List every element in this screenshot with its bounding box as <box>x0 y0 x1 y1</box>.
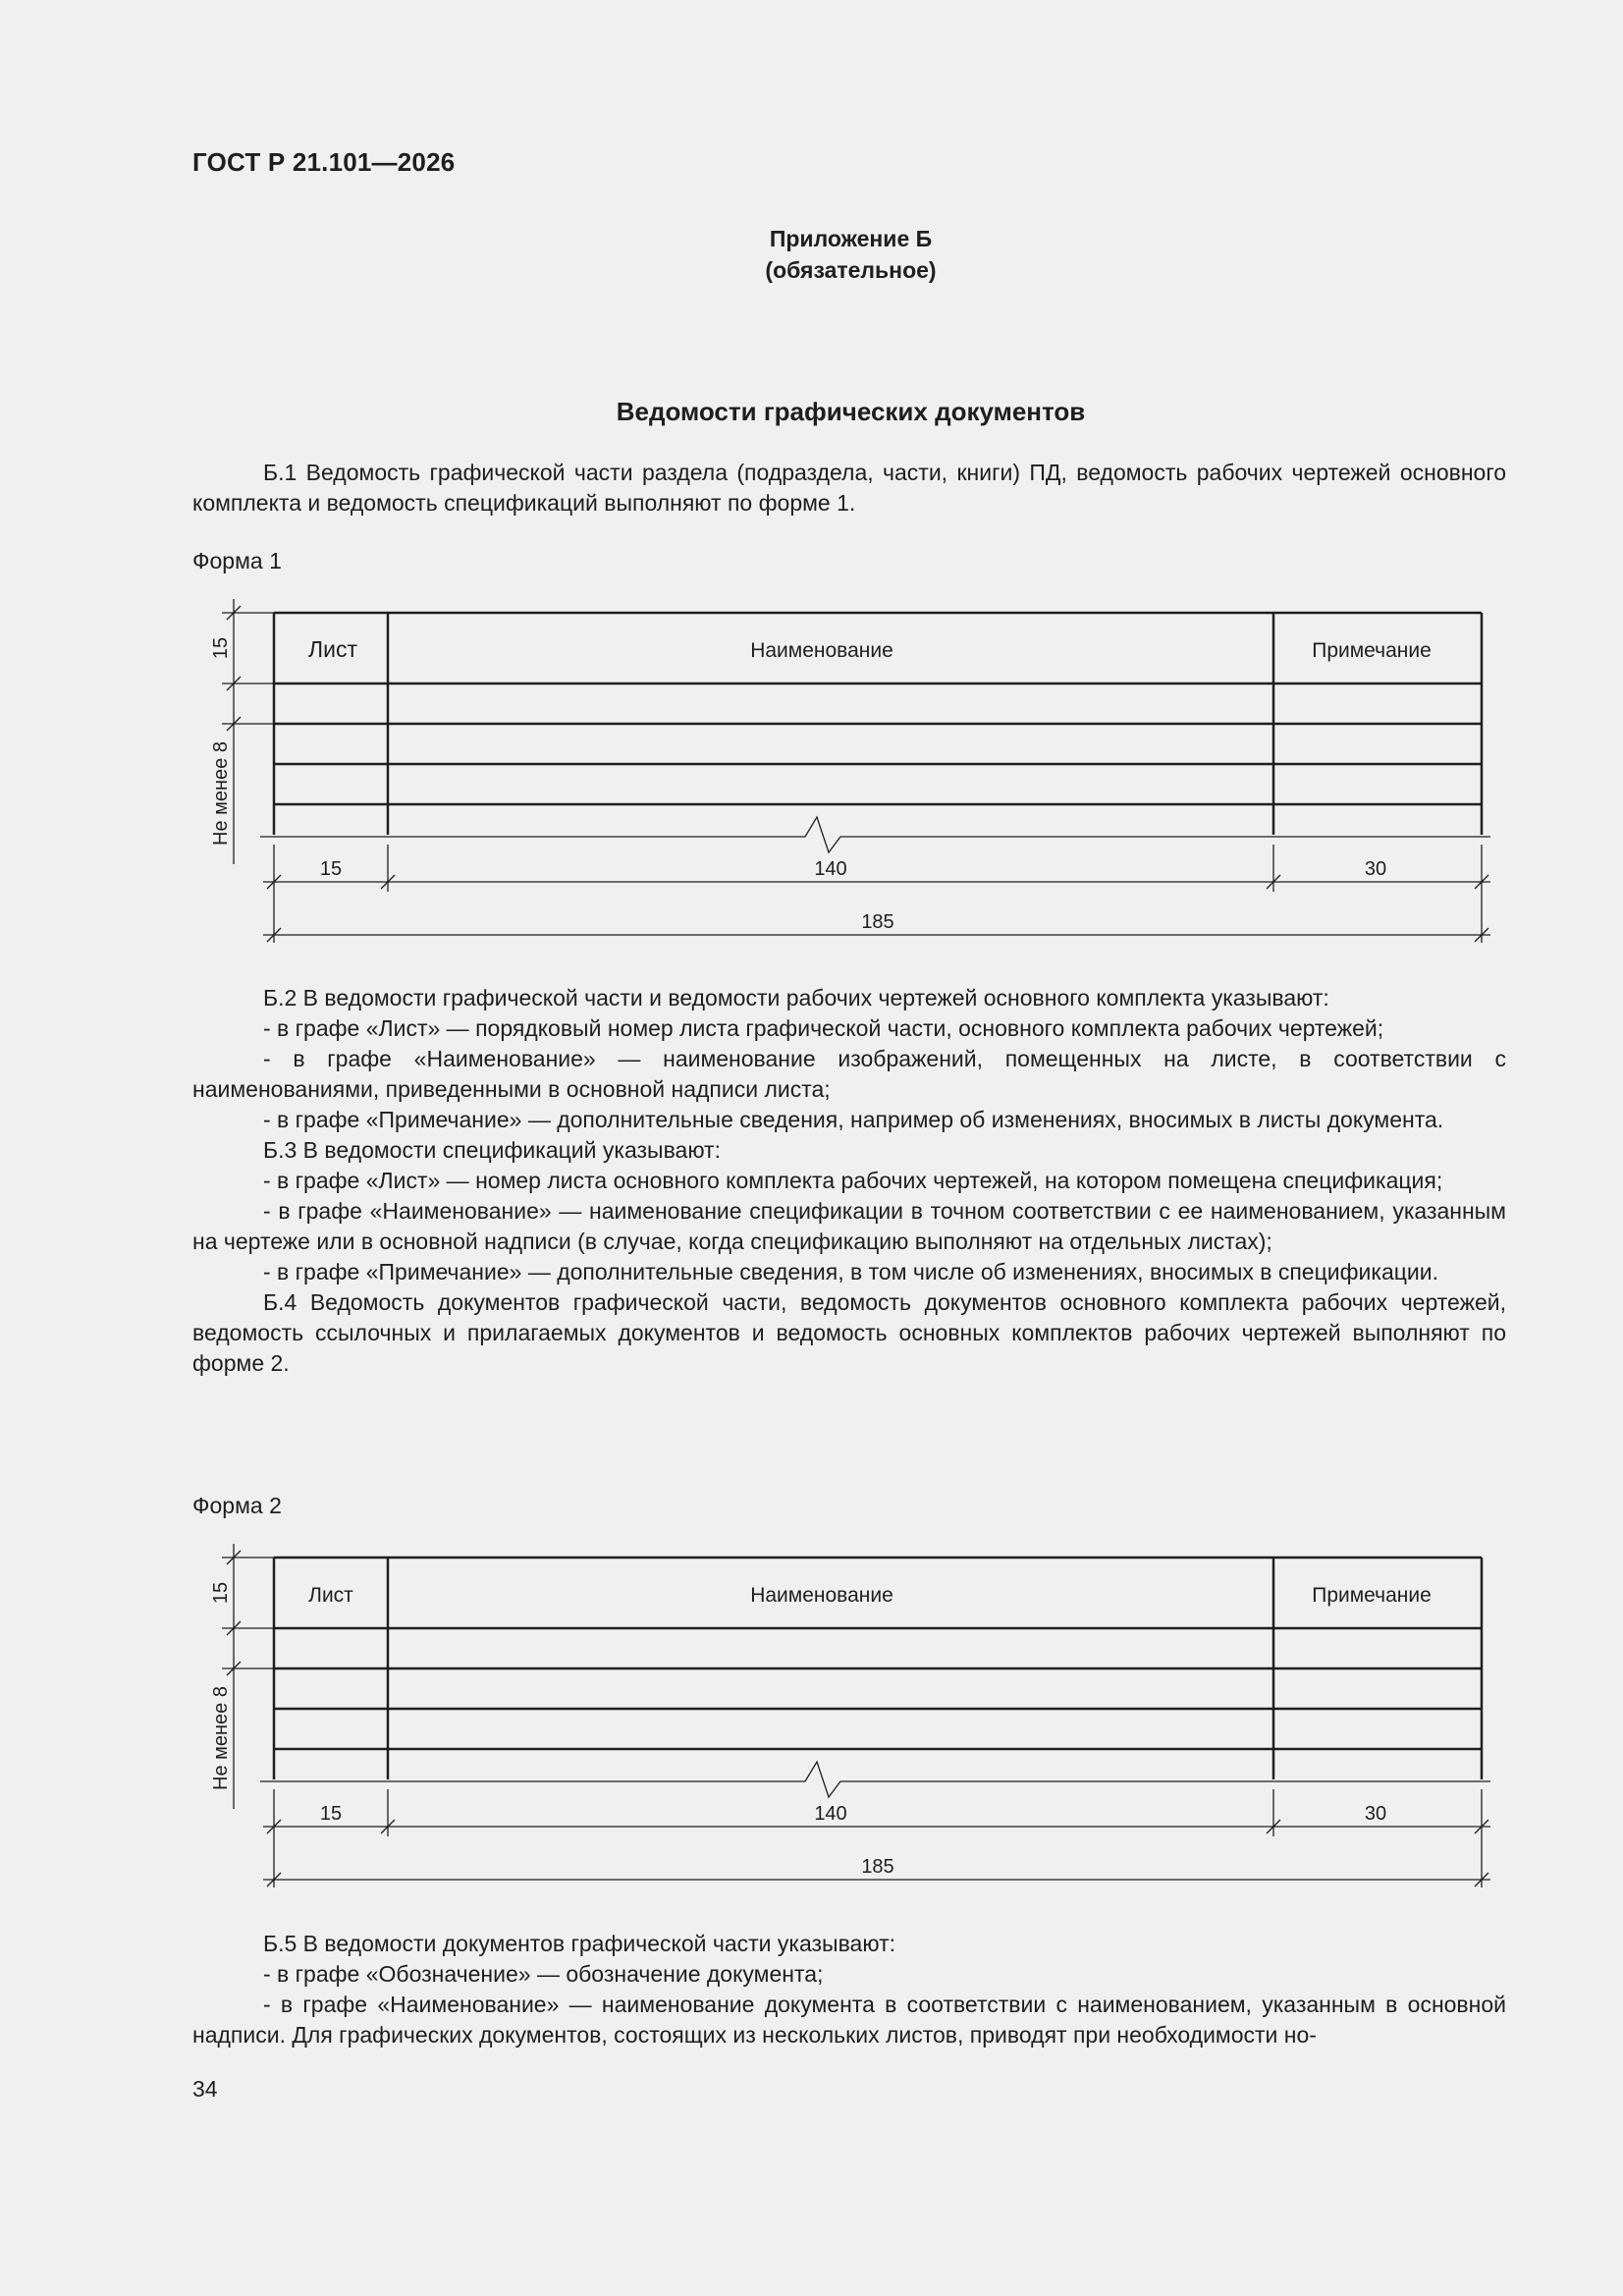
column-header-note: Примечание <box>1312 1584 1432 1607</box>
column-header-sheet: Лист <box>308 636 357 662</box>
form-2-table-drawing <box>0 1534 1623 1897</box>
dimension-col-name: 140 <box>814 1803 847 1825</box>
paragraph: Б.4 Ведомость документов графической части, ведомость документов основного комплекта рабочих чертежей, ведомость ссылочных и прилагаемых документов и ведомость основных комплектов рабочих чертежей выполняют по форме 2. <box>192 1289 1506 1376</box>
dimension-header-height: 15 <box>210 636 232 660</box>
paragraph: - в графе «Примечание» — дополнительные сведения, например об изменениях, вносимых в листы документа. <box>263 1107 1444 1132</box>
paragraph: - в графе «Лист» — порядковый номер листа графической части, основного комплекта рабочих чертежей; <box>263 1015 1384 1041</box>
section-title: Ведомости графических документов <box>616 397 1086 426</box>
paragraph: - в графе «Лист» — номер листа основного комплекта рабочих чертежей, на котором помещена спецификация; <box>263 1168 1443 1193</box>
paragraph: Б.3 В ведомости спецификаций указывают: <box>263 1137 721 1163</box>
paragraph: - в графе «Обозначение» — обозначение документа; <box>263 1961 824 1987</box>
appendix-status: (обязательное) <box>765 257 937 283</box>
paragraph: Б.2 В ведомости графической части и ведомости рабочих чертежей основного комплекта указывают: <box>263 985 1329 1011</box>
dimension-col-sheet: 15 <box>319 858 343 880</box>
form-1-table-drawing <box>0 589 1623 953</box>
dimension-col-name: 140 <box>814 858 847 880</box>
dimension-header-height: 15 <box>210 1581 232 1605</box>
page-number: 34 <box>192 2076 218 2102</box>
dimension-total-width: 185 <box>861 1856 894 1878</box>
paragraph: - в графе «Наименование» — наименование спецификации в точном соответствии с ее наименованием, указанным на чертеже или в основной надписи (в случае, когда спецификацию выполняют на отдельных листах); <box>192 1198 1506 1254</box>
paragraph: - в графе «Наименование» — наименование документа в соответствии с наименованием, указанным в основной надписи. Для графических документов, состоящих из нескольких листов, приводят при необходимости но- <box>192 1992 1506 2048</box>
paragraph-group-3 <box>192 1929 1506 2050</box>
paragraph-group-1 <box>192 458 1506 519</box>
column-header-name: Наименование <box>750 1584 893 1607</box>
column-header-note: Примечание <box>1312 639 1432 662</box>
appendix-title: Приложение Б <box>769 226 933 251</box>
dimension-col-note: 30 <box>1364 1803 1387 1825</box>
column-header-sheet: Лист <box>308 1584 353 1607</box>
column-header-name: Наименование <box>750 639 893 662</box>
dimension-total-width: 185 <box>861 911 894 933</box>
dimension-rows-height: Не менее 8 <box>210 1686 232 1790</box>
paragraph: Б.5 В ведомости документов графической части указывают: <box>263 1931 895 1956</box>
dimension-col-sheet: 15 <box>319 1803 343 1825</box>
paragraph: - в графе «Примечание» — дополнительные сведения, в том числе об изменениях, вносимых в спецификации. <box>263 1259 1439 1285</box>
paragraph: Б.1 Ведомость графической части раздела (подраздела, части, книги) ПД, ведомость рабочих чертежей основного комплекта и ведомость спецификаций выполняют по форме 1. <box>192 460 1506 516</box>
dimension-rows-height: Не менее 8 <box>210 741 232 846</box>
dimension-col-note: 30 <box>1364 858 1387 880</box>
paragraph: - в графе «Наименование» — наименование изображений, помещенных на листе, в соответствии с наименованиями, приведенными в основной надписи листа; <box>192 1046 1506 1102</box>
form-1-label: Форма 1 <box>192 548 282 574</box>
document-code: ГОСТ Р 21.101—2026 <box>192 147 456 177</box>
paragraph-group-2 <box>192 983 1506 1379</box>
form-2-label: Форма 2 <box>192 1493 282 1518</box>
break-line <box>260 817 1490 852</box>
